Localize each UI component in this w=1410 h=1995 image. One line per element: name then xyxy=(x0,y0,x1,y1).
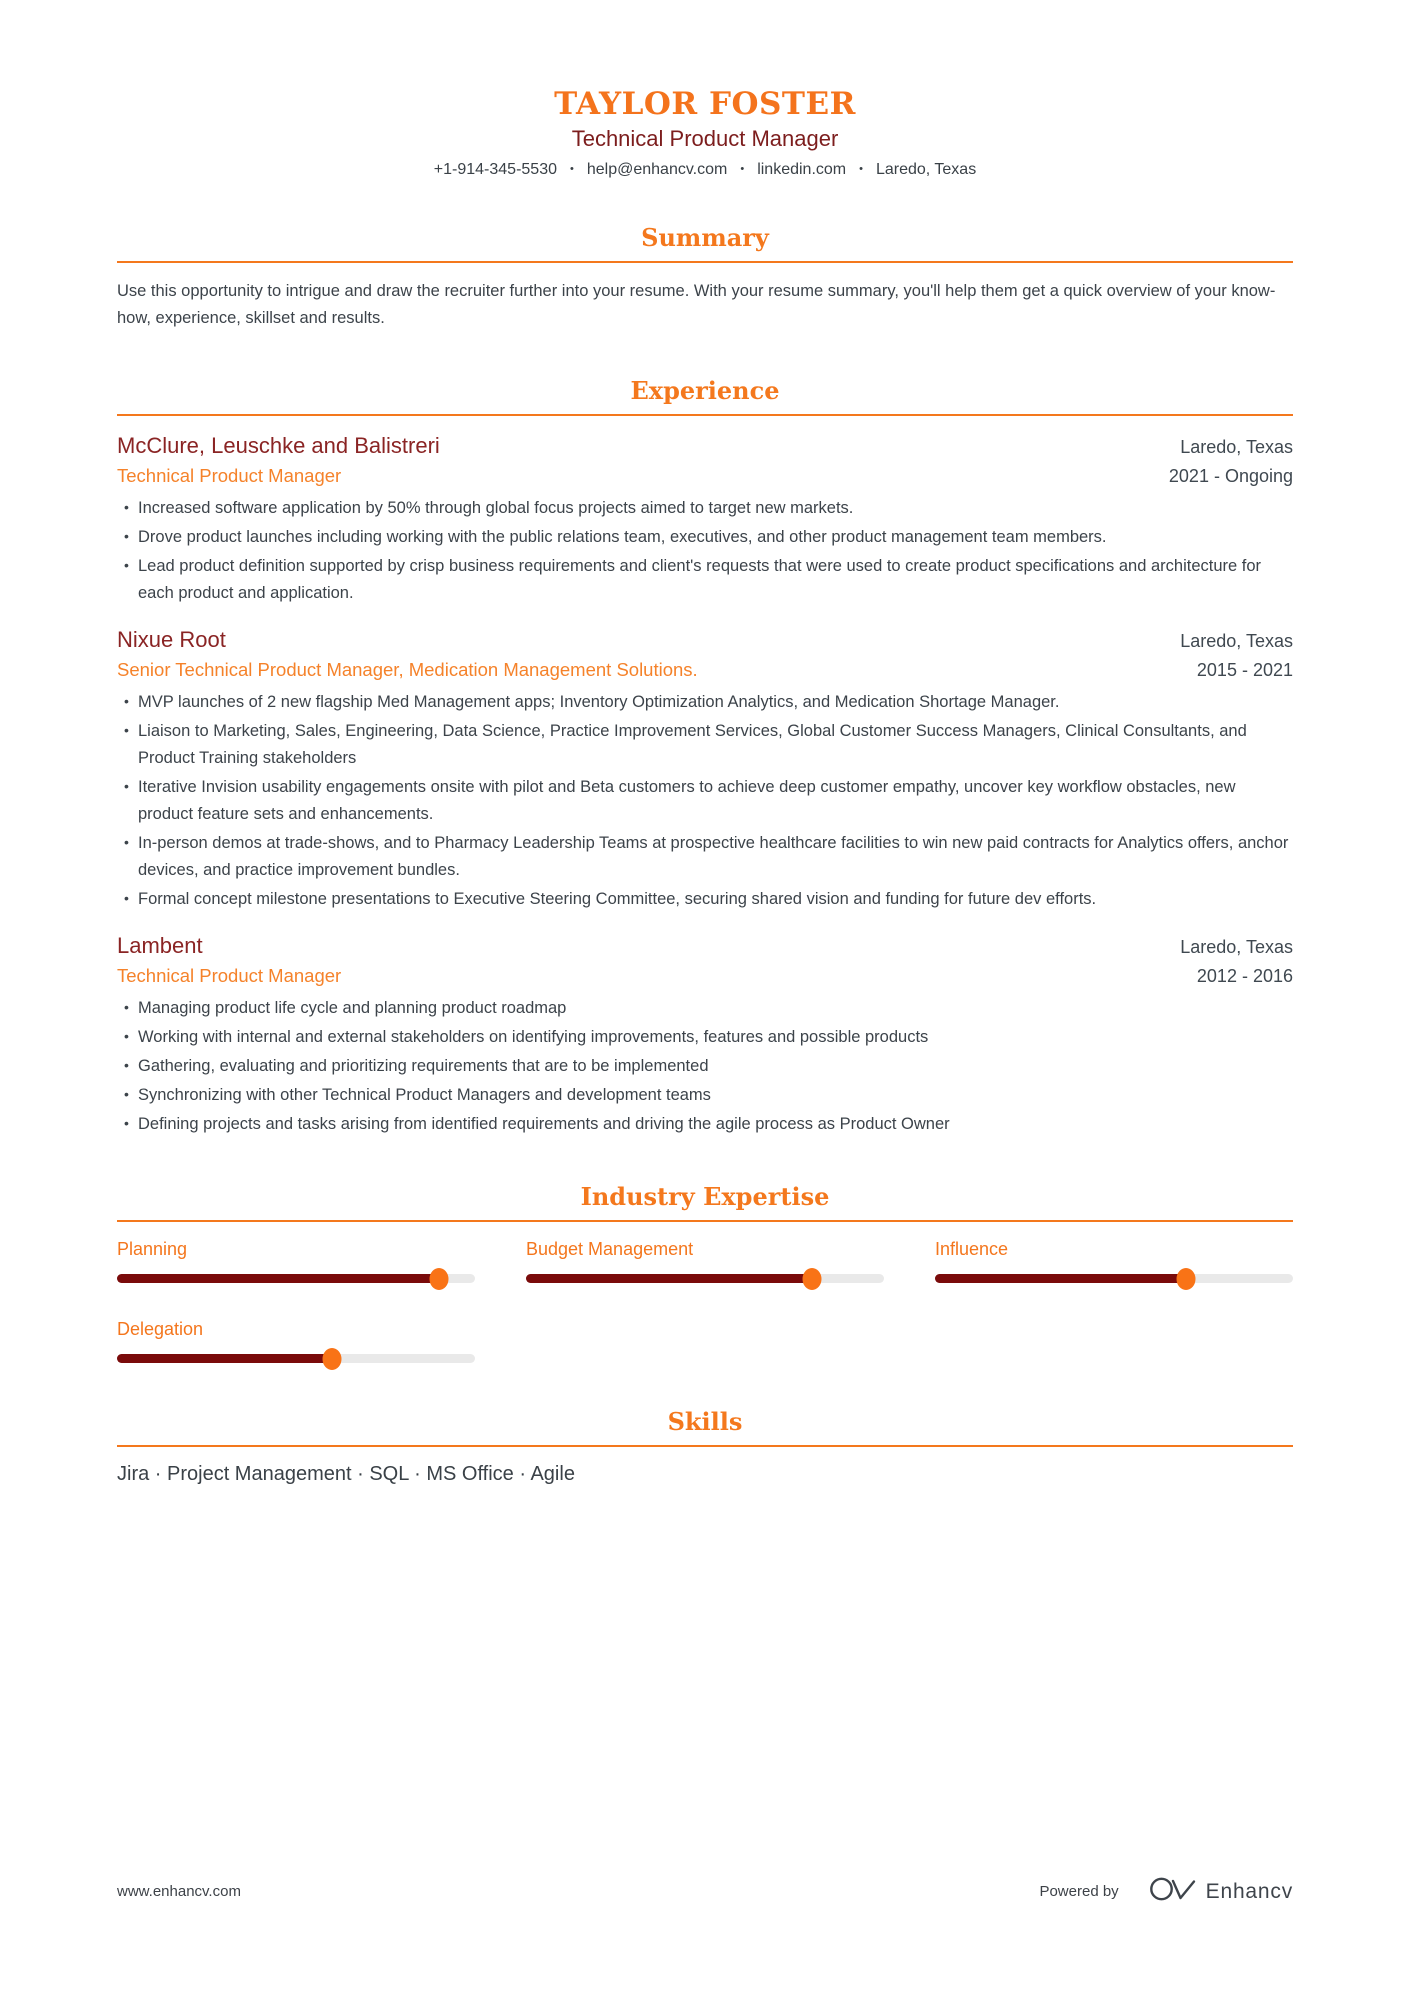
summary-heading: Summary xyxy=(117,223,1293,263)
job-location: Laredo, Texas xyxy=(1180,631,1293,651)
section-skills xyxy=(117,1407,1293,1486)
job-bullet: • Working with internal and external stakeholders on identifying improvements, features and possible products xyxy=(117,1024,1293,1051)
expertise-slider-track xyxy=(117,1354,475,1363)
job-bullet: • Drove product launches including working with the public relations team, executives, and other product management team members. xyxy=(117,524,1293,551)
job-dates: 2015 - 2021 xyxy=(1196,660,1293,680)
expertise-item xyxy=(526,1239,884,1283)
job-company: McClure, Leuschke and Balistreri xyxy=(117,433,440,458)
powered-by-label: Powered by xyxy=(1039,1883,1119,1900)
expertise-slider-fill xyxy=(526,1274,812,1283)
expertise-slider-track xyxy=(935,1274,1293,1283)
contact-item: Laredo, Texas xyxy=(875,161,977,178)
job-bullets xyxy=(117,689,1293,913)
expertise-slider-track xyxy=(526,1274,884,1283)
job-location: Laredo, Texas xyxy=(1180,937,1293,957)
expertise-item xyxy=(117,1239,475,1283)
expertise-slider-track xyxy=(117,1274,475,1283)
footer-website-link[interactable]: www.enhancv.com xyxy=(117,1883,241,1900)
job-bullet: • Managing product life cycle and planning product roadmap xyxy=(117,995,1293,1022)
skills-list: Jira · Project Management · SQL · MS Office · Agile xyxy=(117,1463,575,1485)
resume-header xyxy=(117,86,1293,179)
job-bullet: • Gathering, evaluating and prioritizing requirements that are to be implemented xyxy=(117,1053,1293,1080)
job-bullet: • Iterative Invision usability engagements onsite with pilot and Beta customers to achieve deep customer empathy, uncover key workflow obstacles, new product feature sets and enhancements. xyxy=(117,774,1293,828)
expertise-label: Budget Management xyxy=(526,1239,694,1259)
job-bullet: • Increased software application by 50% through global focus projects aimed to target new markets. xyxy=(117,495,1293,522)
job-title: Technical Product Manager xyxy=(117,465,342,486)
job-bullet: • Defining projects and tasks arising from identified requirements and driving the agile process as Product Owner xyxy=(117,1111,1293,1138)
experience-jobs xyxy=(117,433,1293,1138)
expertise-slider-thumb xyxy=(1176,1268,1195,1290)
job-bullet: • Lead product definition supported by crisp business requirements and client's requests that were used to create product specifications and architecture for each product and application. xyxy=(117,553,1293,607)
section-experience xyxy=(117,376,1293,1138)
job-location: Laredo, Texas xyxy=(1180,437,1293,457)
job-header-row xyxy=(117,433,1293,459)
expertise-slider-thumb xyxy=(803,1268,822,1290)
expertise-label: Influence xyxy=(935,1239,1009,1259)
job-header-row xyxy=(117,933,1293,959)
job-dates: 2012 - 2016 xyxy=(1196,966,1293,986)
industry-expertise-heading: Industry Expertise xyxy=(117,1182,1293,1222)
skills-heading: Skills xyxy=(117,1407,1293,1447)
section-industry-expertise xyxy=(117,1182,1293,1363)
expertise-sliders xyxy=(117,1239,1293,1363)
expertise-slider-fill xyxy=(117,1354,332,1363)
contact-item[interactable]: help@enhancv.com xyxy=(586,161,728,178)
job-title: Technical Product Manager xyxy=(117,965,342,986)
expertise-item xyxy=(117,1319,475,1363)
enhancv-wordmark: Enhancv xyxy=(1205,1879,1293,1903)
job-header-row xyxy=(117,627,1293,653)
expertise-slider-thumb xyxy=(322,1348,341,1370)
expertise-label: Planning xyxy=(117,1239,188,1259)
expertise-label: Delegation xyxy=(117,1319,204,1339)
expertise-slider-thumb xyxy=(430,1268,449,1290)
job-entry xyxy=(117,627,1293,913)
contact-separator-dot: • xyxy=(859,163,863,175)
candidate-headline: Technical Product Manager xyxy=(571,126,839,151)
expertise-slider-fill xyxy=(935,1274,1186,1283)
summary-text: Use this opportunity to intrigue and draw the recruiter further into your resume. With your resume summary, you'll help them get a quick overview of your know-how, experience, skillset and results. xyxy=(117,282,1276,327)
job-bullet: • Formal concept milestone presentations to Executive Steering Committee, securing shared vision and funding for future dev efforts. xyxy=(117,886,1293,913)
job-entry xyxy=(117,433,1293,607)
job-bullets xyxy=(117,995,1293,1138)
contact-item: +1-914-345-5530 xyxy=(433,161,557,178)
contact-separator-dot: • xyxy=(570,163,574,175)
job-bullet: • Synchronizing with other Technical Product Managers and development teams xyxy=(117,1082,1293,1109)
job-dates: 2021 - Ongoing xyxy=(1168,466,1293,486)
job-company: Lambent xyxy=(117,933,203,958)
job-bullet: • MVP launches of 2 new flagship Med Management apps; Inventory Optimization Analytics, and Medication Shortage Manager. xyxy=(117,689,1293,716)
contact-line xyxy=(117,161,1293,179)
page-footer xyxy=(117,1874,1293,1909)
job-entry xyxy=(117,933,1293,1138)
contact-item[interactable]: linkedin.com xyxy=(757,161,847,178)
expertise-slider-fill xyxy=(117,1274,439,1283)
job-bullet: • Liaison to Marketing, Sales, Engineering, Data Science, Practice Improvement Services, Global Customer Success Managers, Clinical Consultants, and Product Training stakeholders xyxy=(117,718,1293,772)
job-company: Nixue Root xyxy=(117,627,226,652)
enhancv-logo-icon xyxy=(1149,1874,1197,1909)
job-subheader-row xyxy=(117,459,1293,487)
job-title: Senior Technical Product Manager, Medication Management Solutions. xyxy=(117,659,698,680)
expertise-item xyxy=(935,1239,1293,1283)
candidate-name: TAYLOR FOSTER xyxy=(554,86,856,122)
job-bullets xyxy=(117,495,1293,607)
job-subheader-row xyxy=(117,959,1293,987)
powered-by-group xyxy=(1039,1874,1293,1909)
job-bullet: • In-person demos at trade-shows, and to Pharmacy Leadership Teams at prospective healthcare facilities to win new paid contracts for Analytics offers, anchor devices, and practice improvement bundles. xyxy=(117,830,1293,884)
experience-heading: Experience xyxy=(117,376,1293,416)
job-subheader-row xyxy=(117,653,1293,681)
contact-separator-dot: • xyxy=(740,163,745,175)
section-summary xyxy=(117,223,1293,332)
